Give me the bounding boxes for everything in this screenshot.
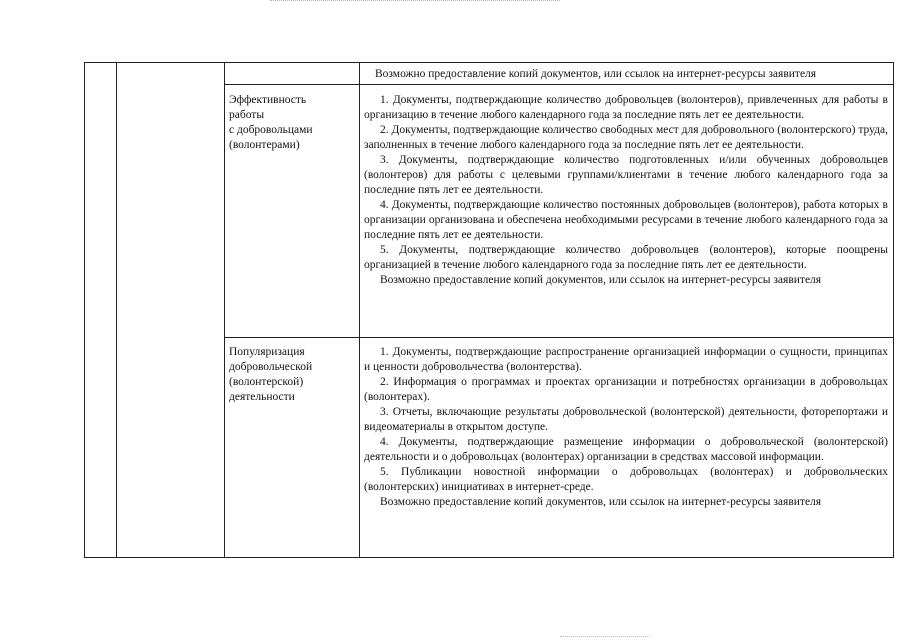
row2-indicator-line: Эффективность — [229, 94, 307, 106]
row1-note: Возможно предоставление копий документов, или ссылок на интернет-ресурсы заявителя — [375, 68, 817, 80]
column-divider-2 — [224, 63, 225, 557]
row3-documents — [364, 345, 888, 510]
row2-indicator-line: работы — [229, 109, 265, 121]
scan-artifact-top — [270, 0, 560, 4]
column-divider-3 — [359, 63, 360, 557]
scan-artifact-bottom — [560, 636, 650, 640]
row2-indicator-line: (волонтерами) — [229, 139, 300, 151]
row2-indicator — [229, 93, 355, 153]
row3-item: 4. Документы, подтверждающие размещение информации о добровольческой (волонтерской) деятельности и о добровольцах (волонтерах) организации в средствах массовой информации. — [364, 436, 888, 463]
row3-note: Возможно предоставление копий документов, или ссылок на интернет-ресурсы заявителя — [380, 496, 822, 508]
row2-indicator-line: с добровольцами — [229, 124, 313, 136]
row2-item: 5. Документы, подтверждающие количество добровольцев (волонтеров), которые поощрены организацией в течение любого календарного года за последние пять лет ее деятельности. — [364, 244, 888, 271]
column-divider-1 — [116, 63, 117, 557]
row-divider-2 — [224, 337, 893, 338]
row2-item: 1. Документы, подтверждающие количество добровольцев (волонтеров), привлеченных для работы в организацию в течение любого календарного года за последние пять лет ее деятельности. — [364, 94, 888, 121]
row2-documents — [364, 93, 888, 288]
row2-note: Возможно предоставление копий документов, или ссылок на интернет-ресурсы заявителя — [380, 274, 822, 286]
row2-item: 2. Документы, подтверждающие количество свободных мест для добровольного (волонтерского) труда, заполненных в течение любого календарного года за последние пять лет ее деятельности. — [364, 124, 888, 151]
row3-indicator-line: добровольческой — [229, 361, 313, 373]
row2-item: 4. Документы, подтверждающие количество постоянных добровольцев (волонтеров), работа которых в организации организована и обеспечена необходимыми ресурсами в течение любого календарного года за последние пять лет ее деятельности. — [364, 199, 888, 241]
row-divider-1 — [224, 84, 893, 85]
row3-indicator-line: деятельности — [229, 391, 295, 403]
row3-indicator-line: (волонтерской) — [229, 376, 304, 388]
row3-item: 3. Отчеты, включающие результаты добровольческой (волонтерской) деятельности, фоторепортажи и видеоматериалы в открытом доступе. — [364, 406, 888, 433]
criteria-table — [84, 62, 894, 558]
row3-item: 1. Документы, подтверждающие распространение организацией информации о сущности, принципах и ценности добровольчества (волонтерства). — [364, 346, 888, 373]
row2-item: 3. Документы, подтверждающие количество подготовленных и/или обученных добровольцев (волонтеров) для работы с целевыми группами/клиентами в течение любого календарного года за последние пять лет ее деятельности. — [364, 154, 888, 196]
row3-indicator — [229, 345, 355, 405]
row3-indicator-line: Популяризация — [229, 346, 305, 358]
row3-item: 2. Информация о программах и проектах организации и потребностях организации в добровольцах (волонтерах). — [364, 376, 888, 403]
row3-item: 5. Публикации новостной информации о добровольцах (волонтерах) и добровольческих (волонтерских) инициативах в интернет-среде. — [364, 466, 888, 493]
